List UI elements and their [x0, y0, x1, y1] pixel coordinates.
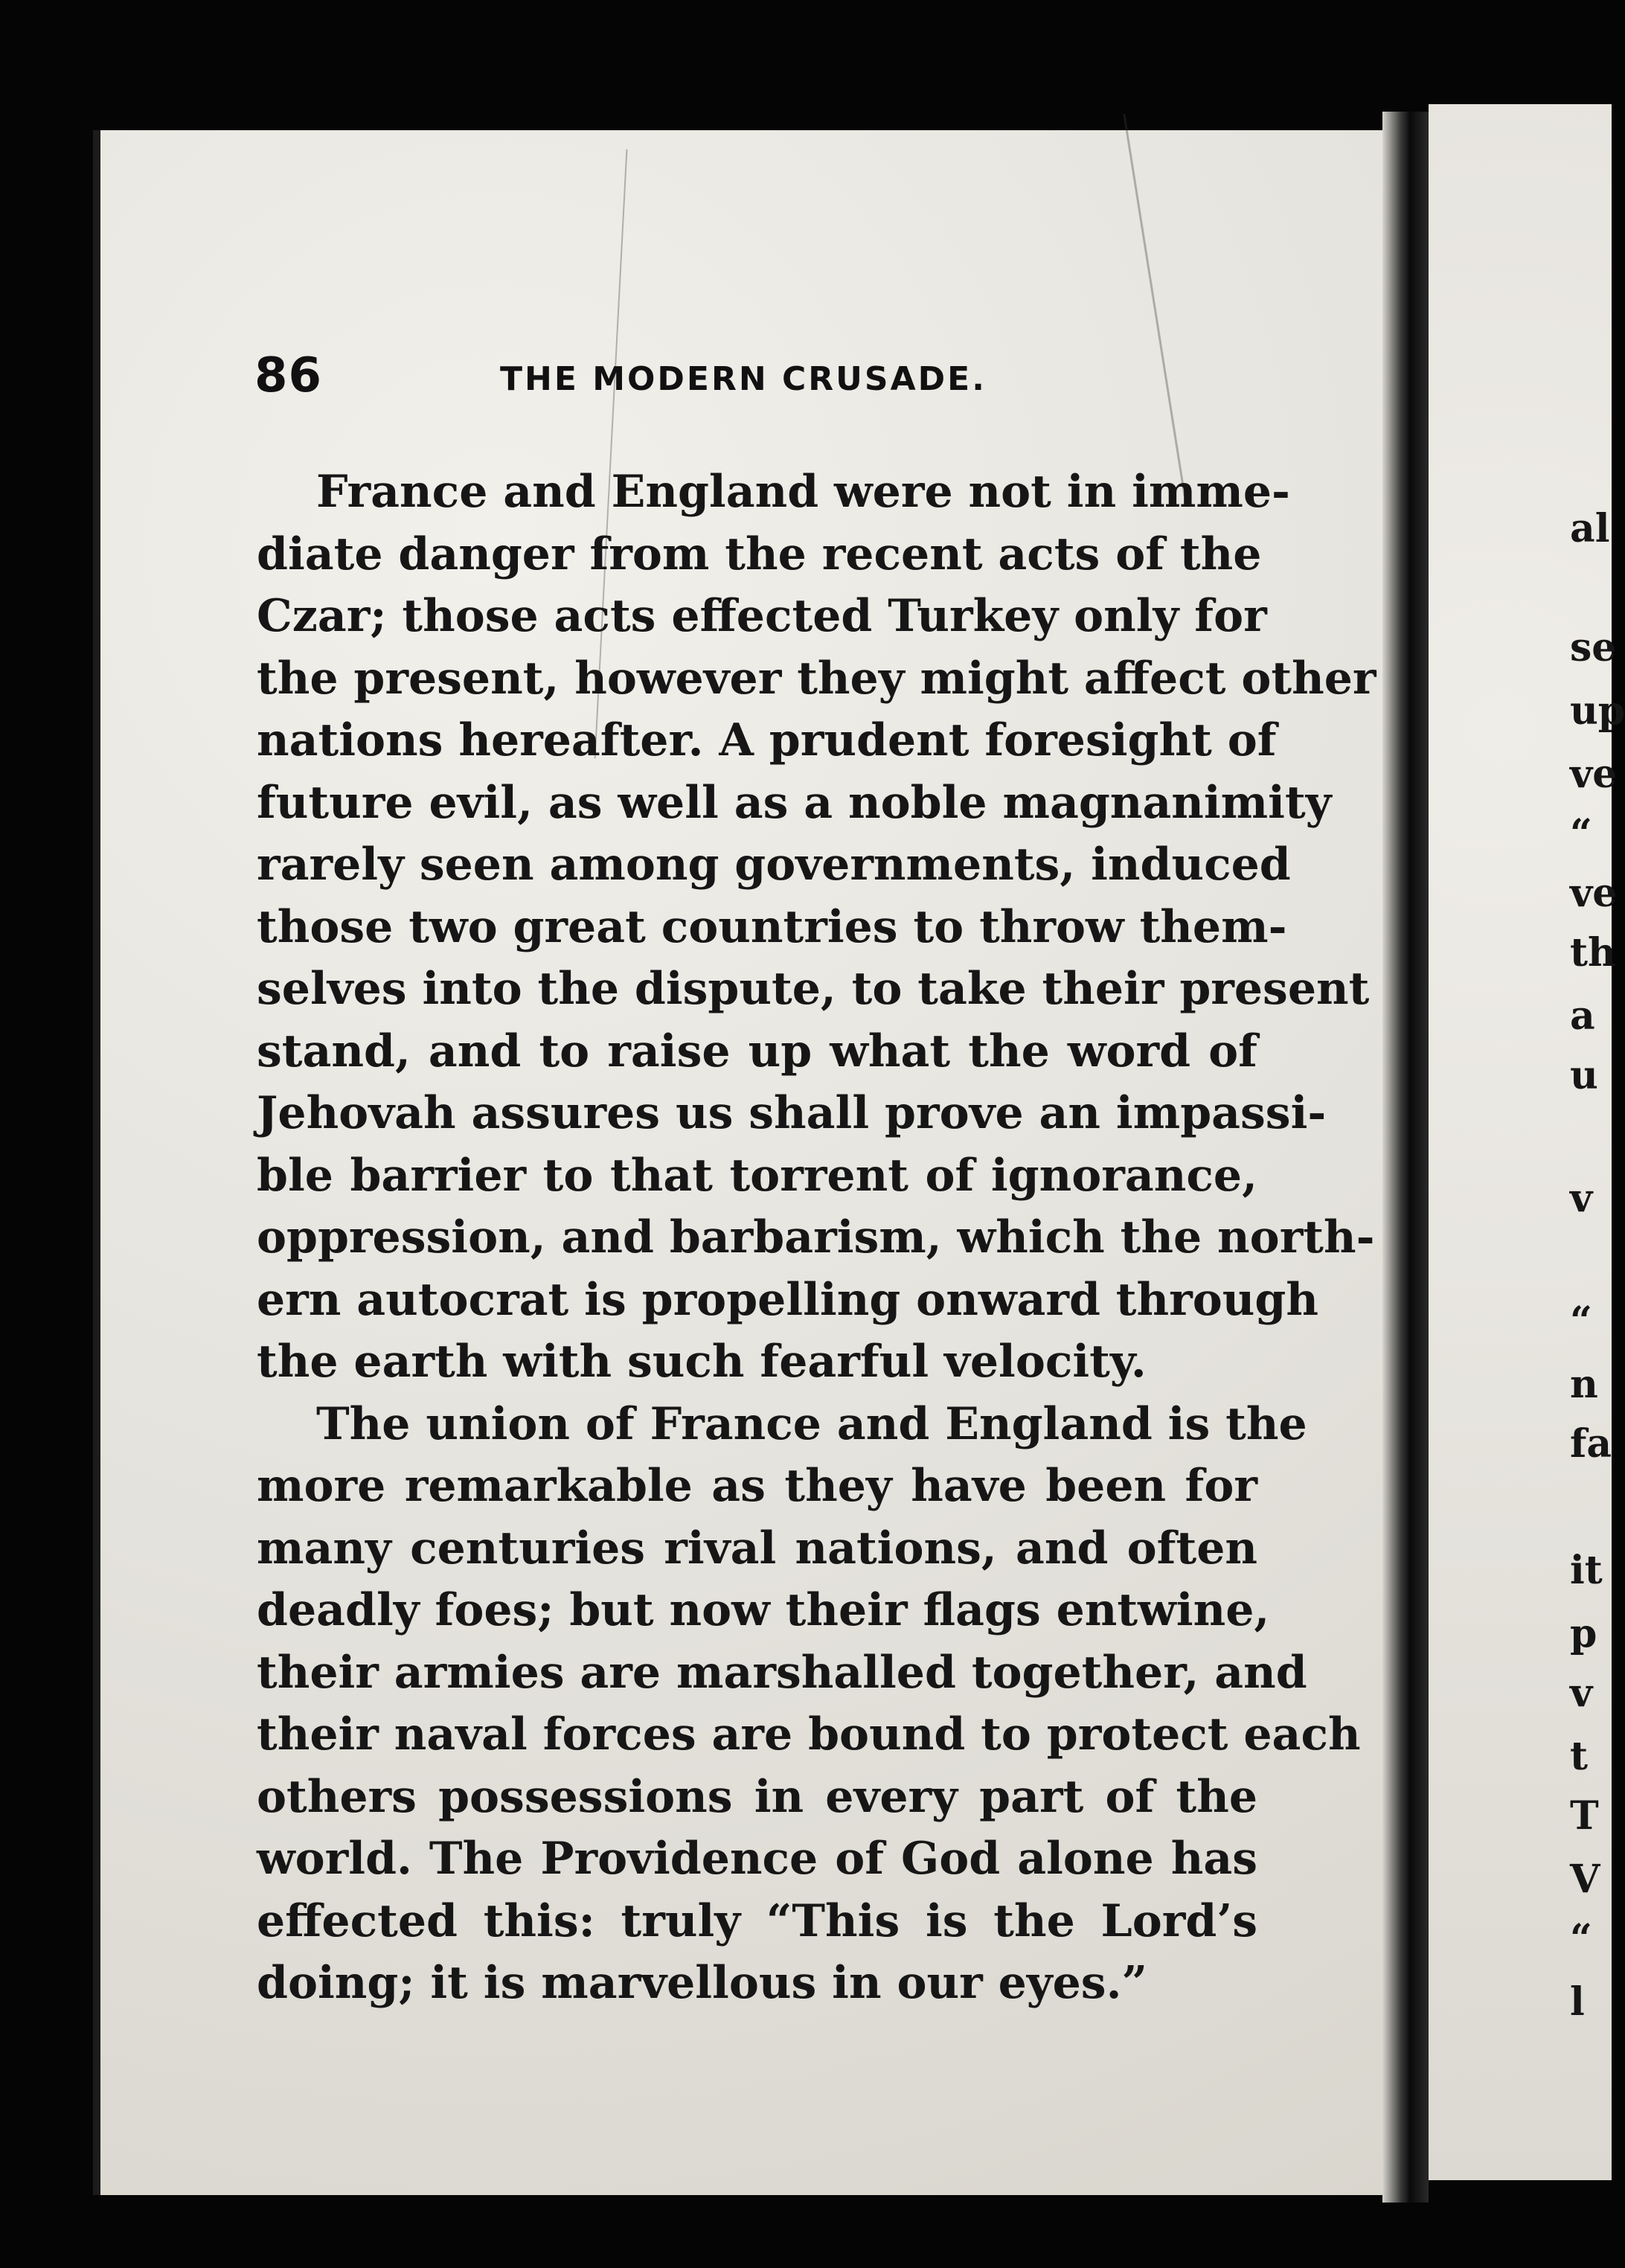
text-line: the earth with such fearful velocity. — [257, 1336, 1147, 1388]
paragraph-1 — [257, 461, 1376, 1394]
page-number: 86 — [254, 348, 323, 403]
body-text — [257, 461, 1376, 2015]
text-line: others possessions in every part of the — [257, 1770, 1257, 1823]
facing-fragment: a — [1570, 993, 1595, 1039]
text-line: nations hereafter. A prudent foresight of — [257, 714, 1277, 766]
facing-fragment: ve — [1570, 752, 1618, 797]
text-line: rarely seen among governments, induced — [257, 839, 1291, 891]
text-line: effected this: truly “This is the Lord’s — [257, 1894, 1257, 1947]
text-line: The union of France and England is the — [316, 1397, 1307, 1450]
running-head: THE MODERN CRUSADE. — [500, 360, 987, 398]
page-header — [254, 348, 1251, 408]
text-line: deadly foes; but now their flags entwine, — [257, 1584, 1270, 1636]
text-line: Jehovah assures us shall prove an impassi- — [257, 1087, 1327, 1139]
facing-fragment: v — [1570, 1670, 1593, 1716]
text-line: ble barrier to that torrent of ignorance, — [257, 1149, 1257, 1202]
paragraph-2 — [257, 1394, 1361, 2015]
text-line: oppression, and barbarism, which the north- — [257, 1211, 1375, 1263]
facing-fragment: v — [1570, 1176, 1593, 1221]
text-line: Czar; those acts effected Turkey only for — [257, 590, 1267, 642]
text-line: more remarkable as they have been for — [257, 1460, 1257, 1512]
text-line: world. The Providence of God alone has — [257, 1833, 1257, 1885]
facing-fragment: fa — [1570, 1421, 1612, 1467]
facing-fragment: “ — [1570, 811, 1592, 856]
text-line: doing; it is marvellous in our eyes.” — [257, 1957, 1147, 2009]
facing-fragment: se — [1570, 625, 1617, 670]
facing-fragment: it — [1570, 1548, 1603, 1593]
facing-fragment: t — [1570, 1734, 1589, 1779]
facing-fragment: u — [1570, 1053, 1598, 1098]
facing-fragment: “ — [1570, 1298, 1592, 1344]
text-line: those two great countries to throw them- — [257, 900, 1287, 953]
text-line: many centuries rival nations, and often — [257, 1522, 1257, 1575]
facing-fragment: l — [1570, 1979, 1585, 2025]
text-line: future evil, as well as a noble magnanimity — [257, 776, 1332, 829]
text-line: the present, however they might affect other — [257, 652, 1376, 705]
text-line: selves into the dispute, to take their present — [257, 963, 1370, 1015]
text-line: their armies are marshalled together, and — [257, 1646, 1307, 1699]
text-line: their naval forces are bound to protect each — [257, 1708, 1361, 1761]
facing-fragment: up — [1570, 688, 1625, 734]
facing-fragment: T — [1570, 1793, 1599, 1839]
text-line: ern autocrat is propelling onward through — [257, 1273, 1318, 1326]
text-line: France and England were not in imme- — [316, 466, 1290, 518]
facing-fragment: p — [1570, 1611, 1597, 1656]
facing-fragment: n — [1570, 1362, 1598, 1407]
facing-fragment: ve — [1570, 871, 1618, 916]
facing-fragment: th — [1570, 930, 1616, 976]
text-line: stand, and to raise up what the word of — [257, 1025, 1257, 1077]
facing-fragment: V — [1570, 1857, 1600, 1902]
facing-fragment: “ — [1570, 1916, 1592, 1961]
book-gutter — [1382, 112, 1429, 2203]
text-line: diate danger from the recent acts of the — [257, 528, 1262, 580]
facing-fragment: al — [1570, 506, 1610, 551]
